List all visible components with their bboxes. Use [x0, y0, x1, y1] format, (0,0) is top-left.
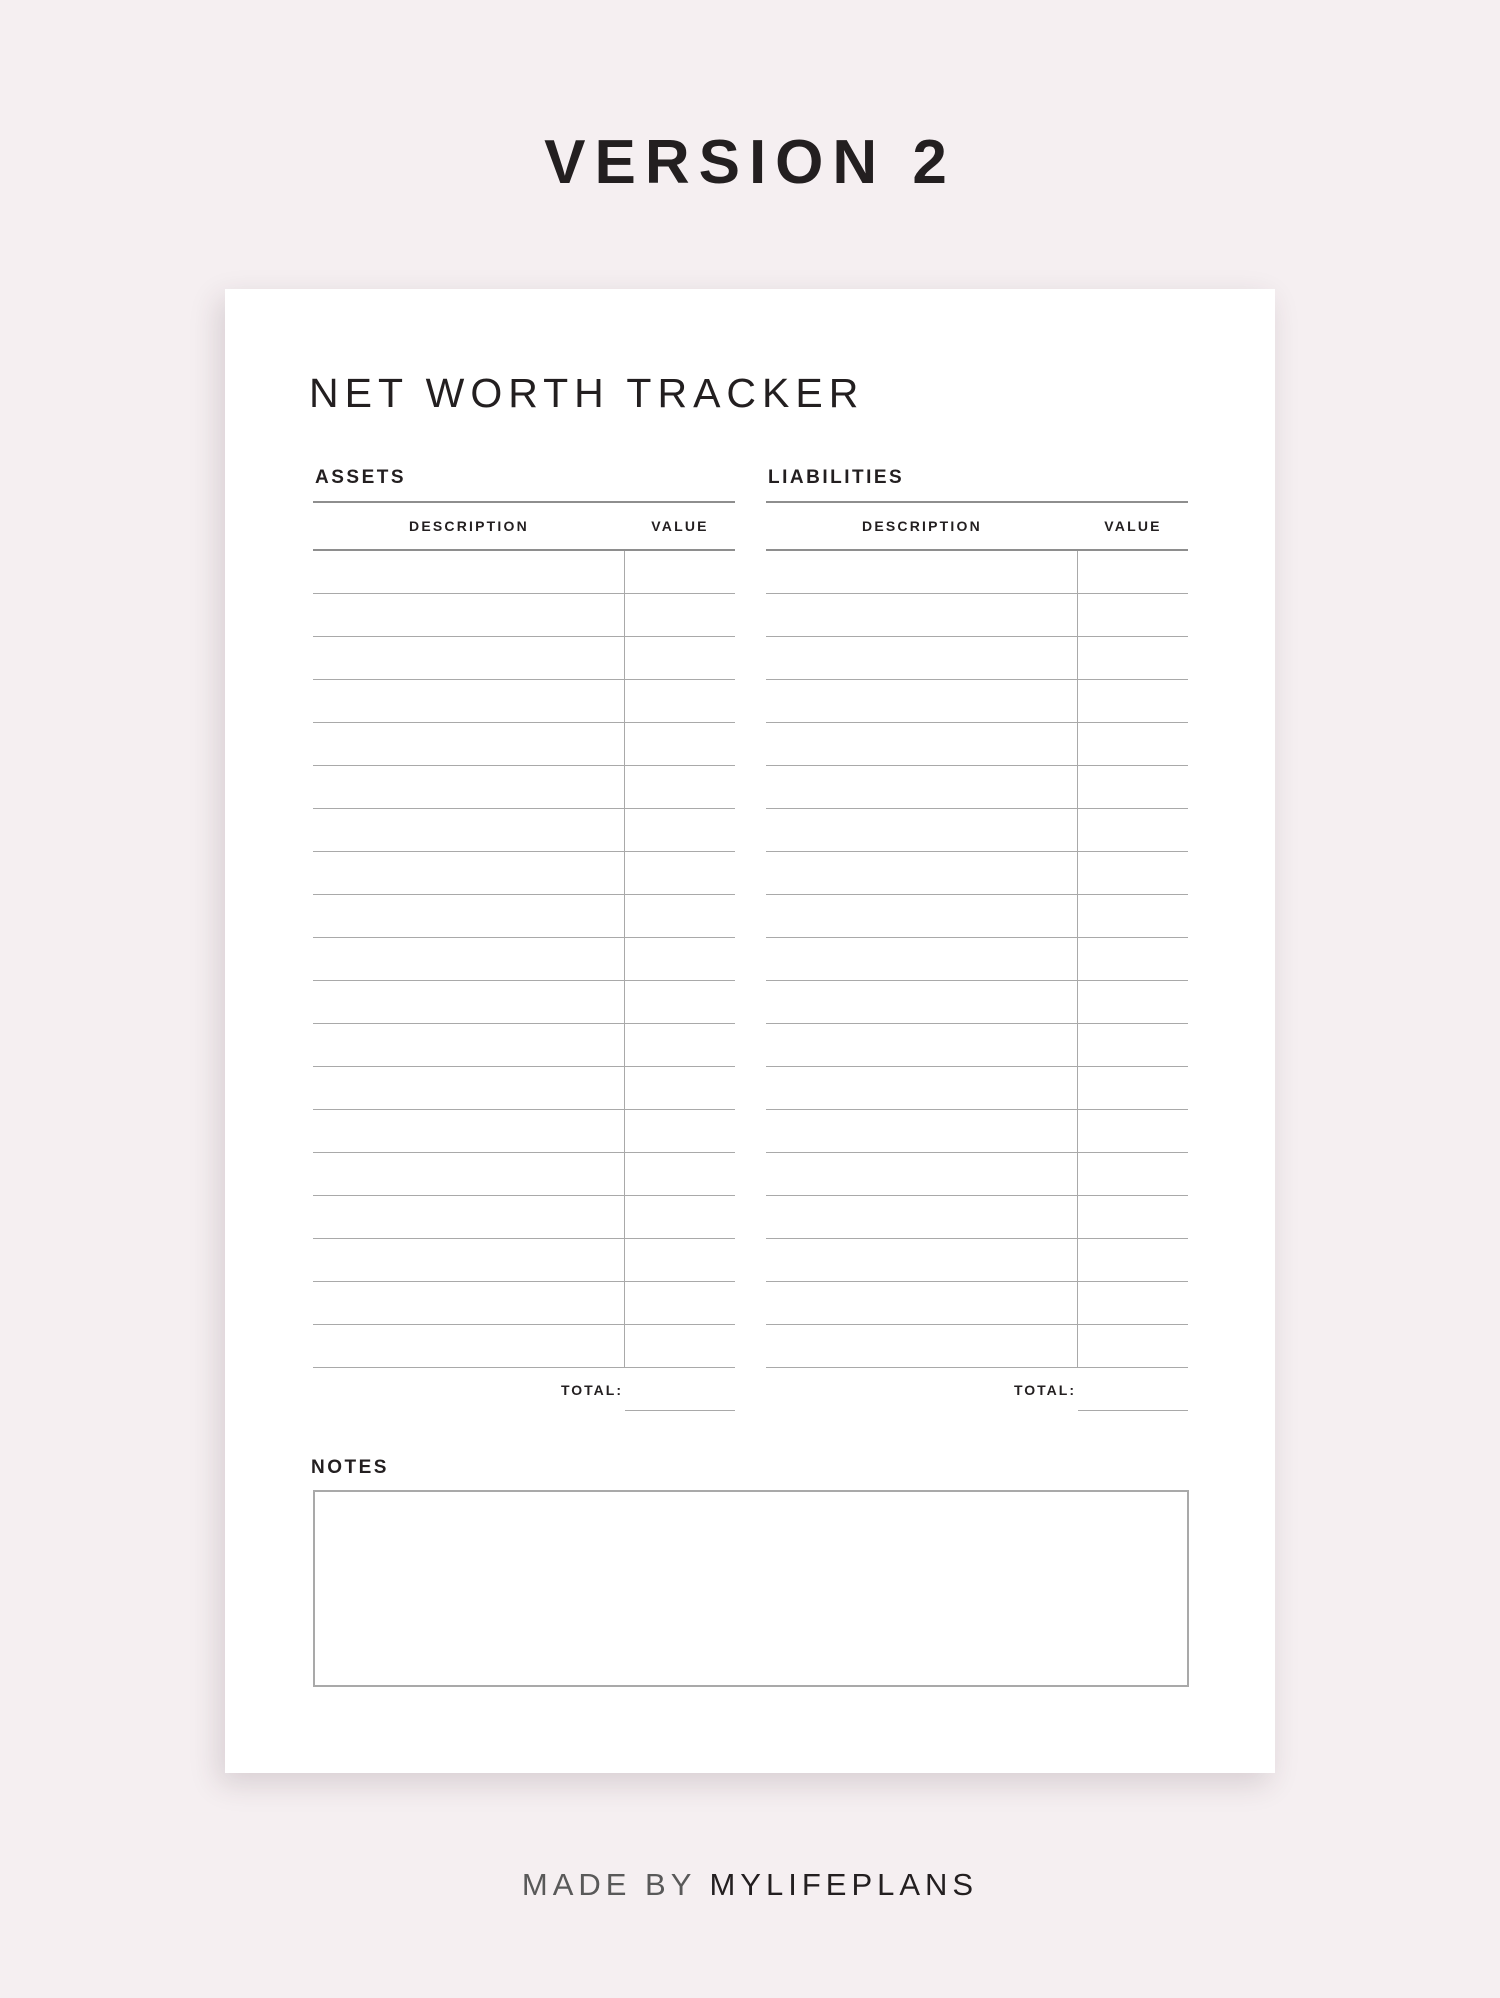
- liabilities-label: LIABILITIES: [768, 467, 905, 488]
- assets-table-row: [313, 809, 735, 852]
- assets-table-row: [313, 1067, 735, 1110]
- liabilities-total-field[interactable]: [1078, 1368, 1188, 1411]
- assets-description-cell[interactable]: [313, 895, 625, 937]
- assets-value-cell[interactable]: [626, 981, 735, 1023]
- assets-table-row: [313, 1024, 735, 1067]
- assets-description-cell[interactable]: [313, 1282, 625, 1324]
- liabilities-table-row: [766, 637, 1188, 680]
- liabilities-value-cell[interactable]: [1079, 1153, 1188, 1195]
- assets-table-row: [313, 1325, 735, 1368]
- assets-value-cell[interactable]: [626, 1282, 735, 1324]
- liabilities-value-cell[interactable]: [1079, 680, 1188, 722]
- assets-table-row: [313, 551, 735, 594]
- liabilities-description-cell[interactable]: [766, 637, 1078, 679]
- assets-description-cell[interactable]: [313, 680, 625, 722]
- liabilities-column-headers: [766, 503, 1188, 551]
- liabilities-description-cell[interactable]: [766, 938, 1078, 980]
- liabilities-table-row: [766, 981, 1188, 1024]
- liabilities-description-cell[interactable]: [766, 594, 1078, 636]
- assets-description-cell[interactable]: [313, 637, 625, 679]
- liabilities-value-cell[interactable]: [1079, 594, 1188, 636]
- footer-made-by: MADE BY: [521, 1867, 696, 1902]
- notes-label: NOTES: [311, 1457, 389, 1478]
- liabilities-table-row: [766, 723, 1188, 766]
- assets-description-cell[interactable]: [313, 723, 625, 765]
- notes-box[interactable]: [313, 1490, 1189, 1687]
- liabilities-total-row: [766, 1368, 1188, 1412]
- assets-section: [313, 463, 735, 1412]
- liabilities-value-cell[interactable]: [1079, 895, 1188, 937]
- assets-description-cell[interactable]: [313, 766, 625, 808]
- assets-value-cell[interactable]: [626, 680, 735, 722]
- assets-rows: [313, 551, 735, 1368]
- liabilities-value-cell[interactable]: [1079, 1239, 1188, 1281]
- assets-description-cell[interactable]: [313, 938, 625, 980]
- liabilities-table-row: [766, 938, 1188, 981]
- assets-total-field[interactable]: [625, 1368, 735, 1411]
- assets-table-row: [313, 1282, 735, 1325]
- liabilities-value-cell[interactable]: [1079, 637, 1188, 679]
- assets-value-cell[interactable]: [626, 1024, 735, 1066]
- assets-table-row: [313, 938, 735, 981]
- liabilities-description-cell[interactable]: [766, 551, 1078, 593]
- liabilities-value-cell[interactable]: [1079, 852, 1188, 894]
- assets-table-row: [313, 1196, 735, 1239]
- assets-label: ASSETS: [315, 467, 407, 488]
- liabilities-description-cell[interactable]: [766, 1024, 1078, 1066]
- assets-value-cell[interactable]: [626, 809, 735, 851]
- assets-description-cell[interactable]: [313, 1067, 625, 1109]
- assets-value-header: VALUE: [651, 518, 709, 534]
- liabilities-table-row: [766, 594, 1188, 637]
- sheet-title: NET WORTH TRACKER: [309, 370, 865, 416]
- liabilities-table-row: [766, 680, 1188, 723]
- liabilities-table-row: [766, 1325, 1188, 1368]
- liabilities-table-row: [766, 1282, 1188, 1325]
- liabilities-value-cell[interactable]: [1079, 723, 1188, 765]
- assets-value-cell[interactable]: [626, 637, 735, 679]
- assets-description-cell[interactable]: [313, 1153, 625, 1195]
- liabilities-table-row: [766, 1067, 1188, 1110]
- liabilities-value-cell[interactable]: [1079, 1110, 1188, 1152]
- assets-table-row: [313, 766, 735, 809]
- assets-description-cell[interactable]: [313, 1325, 625, 1367]
- liabilities-description-cell[interactable]: [766, 1153, 1078, 1195]
- assets-table-row: [313, 1153, 735, 1196]
- liabilities-value-cell[interactable]: [1079, 551, 1188, 593]
- liabilities-table-row: [766, 809, 1188, 852]
- liabilities-table-row: [766, 1110, 1188, 1153]
- assets-description-cell[interactable]: [313, 1024, 625, 1066]
- liabilities-table-row: [766, 852, 1188, 895]
- assets-total-label: TOTAL:: [560, 1382, 623, 1398]
- assets-description-cell[interactable]: [313, 981, 625, 1023]
- assets-value-cell[interactable]: [626, 723, 735, 765]
- liabilities-value-cell[interactable]: [1079, 1325, 1188, 1367]
- liabilities-description-cell[interactable]: [766, 1282, 1078, 1324]
- assets-table-row: [313, 1239, 735, 1282]
- assets-description-cell[interactable]: [313, 1196, 625, 1238]
- liabilities-value-cell[interactable]: [1079, 938, 1188, 980]
- assets-value-cell[interactable]: [626, 766, 735, 808]
- liabilities-table-row: [766, 1239, 1188, 1282]
- liabilities-description-cell[interactable]: [766, 1110, 1078, 1152]
- assets-description-cell[interactable]: [313, 551, 625, 593]
- assets-value-cell[interactable]: [626, 1325, 735, 1367]
- assets-total-row: [313, 1368, 735, 1412]
- liabilities-description-cell[interactable]: [766, 809, 1078, 851]
- liabilities-table-row: [766, 1196, 1188, 1239]
- liabilities-rows: [766, 551, 1188, 1368]
- assets-description-header: DESCRIPTION: [409, 518, 529, 534]
- footer-credit: [0, 1863, 1500, 1907]
- liabilities-section: [766, 463, 1188, 1412]
- assets-table-row: [313, 981, 735, 1024]
- assets-column-headers: [313, 503, 735, 551]
- version-title: VERSION 2: [544, 128, 956, 197]
- liabilities-table-row: [766, 1153, 1188, 1196]
- assets-table-row: [313, 852, 735, 895]
- liabilities-table-row: [766, 551, 1188, 594]
- liabilities-description-cell[interactable]: [766, 680, 1078, 722]
- assets-table-row: [313, 680, 735, 723]
- assets-description-cell[interactable]: [313, 852, 625, 894]
- liabilities-description-cell[interactable]: [766, 1196, 1078, 1238]
- assets-value-cell[interactable]: [626, 895, 735, 937]
- liabilities-value-cell[interactable]: [1079, 1196, 1188, 1238]
- assets-description-cell[interactable]: [313, 1239, 625, 1281]
- liabilities-description-cell[interactable]: [766, 981, 1078, 1023]
- assets-table-row: [313, 723, 735, 766]
- liabilities-table-row: [766, 895, 1188, 938]
- assets-table-row: [313, 1110, 735, 1153]
- liabilities-table-row: [766, 1024, 1188, 1067]
- liabilities-description-cell[interactable]: [766, 723, 1078, 765]
- assets-description-cell[interactable]: [313, 1110, 625, 1152]
- liabilities-description-cell[interactable]: [766, 766, 1078, 808]
- assets-table-row: [313, 895, 735, 938]
- footer-brand: MYLIFEPLANS: [709, 1867, 979, 1902]
- liabilities-table-row: [766, 766, 1188, 809]
- liabilities-total-label: TOTAL:: [1013, 1382, 1076, 1398]
- assets-description-cell[interactable]: [313, 809, 625, 851]
- assets-value-cell[interactable]: [626, 938, 735, 980]
- liabilities-description-cell[interactable]: [766, 895, 1078, 937]
- liabilities-description-cell[interactable]: [766, 1067, 1078, 1109]
- liabilities-description-cell[interactable]: [766, 1325, 1078, 1367]
- liabilities-description-cell[interactable]: [766, 1239, 1078, 1281]
- assets-table-row: [313, 594, 735, 637]
- liabilities-description-cell[interactable]: [766, 852, 1078, 894]
- assets-value-cell[interactable]: [626, 1110, 735, 1152]
- liabilities-description-header: DESCRIPTION: [862, 518, 982, 534]
- assets-value-cell[interactable]: [626, 852, 735, 894]
- assets-value-cell[interactable]: [626, 1067, 735, 1109]
- assets-value-cell[interactable]: [626, 551, 735, 593]
- liabilities-value-cell[interactable]: [1079, 981, 1188, 1023]
- liabilities-value-cell[interactable]: [1079, 766, 1188, 808]
- liabilities-value-cell[interactable]: [1079, 1024, 1188, 1066]
- assets-table-row: [313, 637, 735, 680]
- assets-description-cell[interactable]: [313, 594, 625, 636]
- liabilities-value-cell[interactable]: [1079, 1282, 1188, 1324]
- assets-value-cell[interactable]: [626, 1239, 735, 1281]
- planner-sheet: [225, 289, 1275, 1773]
- assets-value-cell[interactable]: [626, 1153, 735, 1195]
- liabilities-value-header: VALUE: [1104, 518, 1162, 534]
- liabilities-value-cell[interactable]: [1079, 1067, 1188, 1109]
- assets-value-cell[interactable]: [626, 594, 735, 636]
- assets-value-cell[interactable]: [626, 1196, 735, 1238]
- liabilities-value-cell[interactable]: [1079, 809, 1188, 851]
